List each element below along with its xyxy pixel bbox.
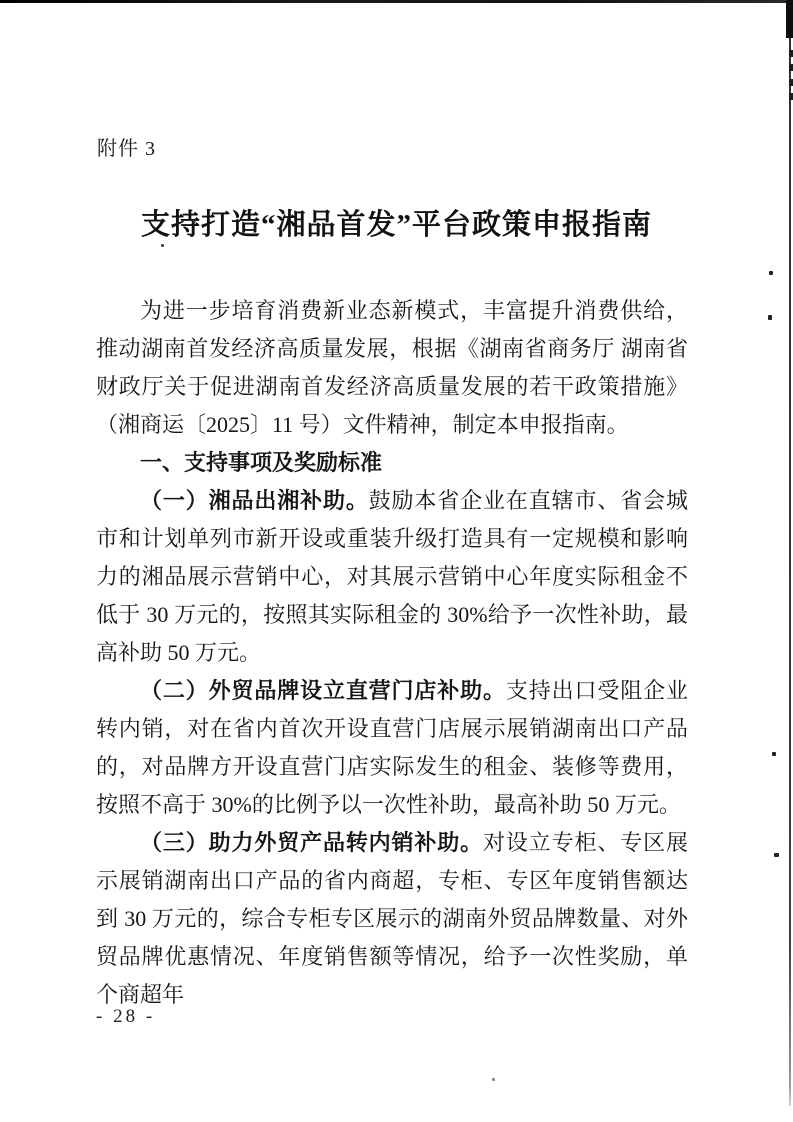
scan-speck [774,853,779,857]
item-1-body: 鼓励本省企业在直辖市、省会城市和计划单列市新开设或重装升级打造具有一定规模和影响力的湘品展示营销中心，对其展示营销中心年度实际租金不低于 30 万元的，按照其实际租金的 30%给予一次性补助，最高补助 50 万元。 [96,488,688,665]
scan-speck [769,271,773,275]
item-2-body: 支持出口受阻企业转内销，对在省内首次开设直营门店展示展销湖南出口产品的，对品牌方开设直营门店实际发生的租金、装修等费用，按照不高于 30%的比例予以一次性补助，最高补助 50 万元。 [96,678,688,817]
section-heading: 一、支持事项及奖励标准 [140,450,383,475]
document-title: 支持打造“湘品首发”平台政策申报指南 [140,209,652,241]
scan-artifact-right-edge [789,0,791,1106]
scan-speck [772,752,776,756]
page-number: - 28 - [96,1006,156,1027]
scan-speck [492,1078,495,1081]
scan-artifact-dash [789,64,793,71]
item-3-lead: （三）助力外贸产品转内销补助。 [140,830,484,855]
scan-artifact-dash [789,50,793,57]
item-3-body: 对设立专柜、专区展示展销湖南出口产品的省内商超，专柜、专区年度销售额达到 30 万元的，综合专柜专区展示的湖南外贸品牌数量、对外贸品牌优惠情况、年度销售额等情况，给予一次性奖励，单个商超年 [96,830,688,1007]
item-2-paragraph [96,672,688,824]
intro-paragraph: 为进一步培育消费新业态新模式，丰富提升消费供给，推动湖南首发经济高质量发展，根据《湖南省商务厅 湖南省财政厅关于促进湖南首发经济高质量发展的若干政策措施》（湘商运〔2025〕11 号）文件精神，制定本申报指南。 [96,298,688,437]
document-body [96,292,688,1014]
item-3-paragraph [96,824,688,1014]
scan-artifact-top-right-corner [786,0,793,38]
item-2-lead: （二）外贸品牌设立直营门店补助。 [140,678,506,703]
scan-artifact-top-edge [0,0,793,3]
attachment-label: 附件 3 [97,138,156,160]
scan-speck [768,315,772,320]
item-1-lead: （一）湘品出湘补助。 [140,488,369,513]
scan-artifact-dash [789,79,793,86]
scan-artifact-dash [789,93,793,100]
scan-speck [161,244,164,247]
item-1-paragraph [96,482,688,672]
